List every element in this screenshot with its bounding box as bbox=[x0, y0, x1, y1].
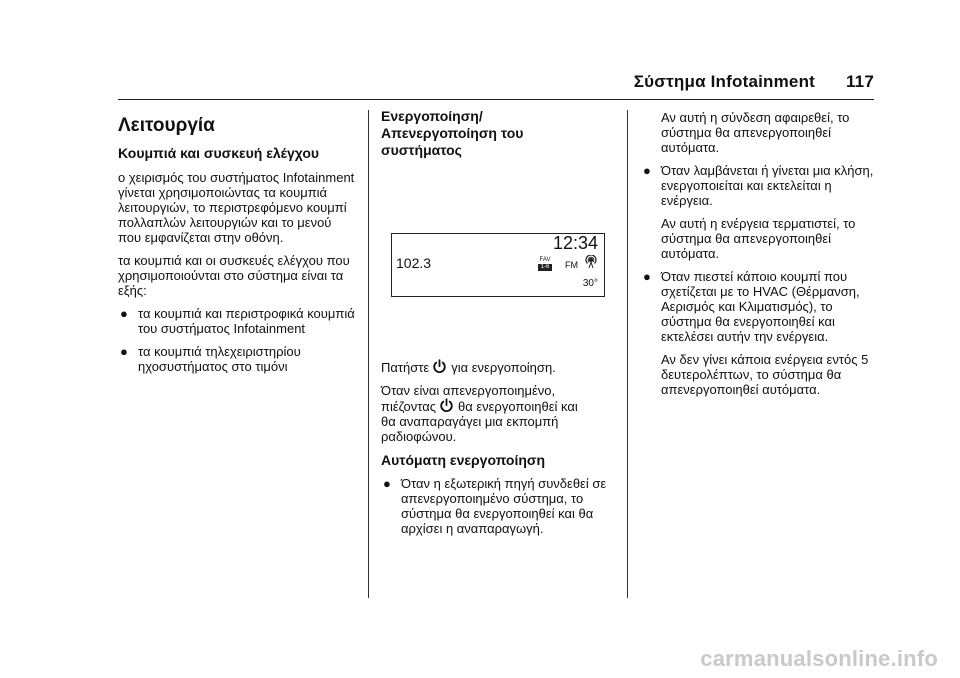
bullet-icon: ● bbox=[643, 163, 651, 178]
watermark: carmanualsonline.info bbox=[700, 646, 938, 671]
bullet-text: Όταν η εξωτερική πηγή συνδεθεί σε απενεργοποιημένο σύστημα, το σύστημα θα ενεργοποιηθεί και θα αρχίσει η αναπαραγωγή. bbox=[401, 476, 607, 536]
bullet-text: Όταν πιεστεί κάποιο κουμπί που σχετίζεται με το HVAC (Θέρμανση, Αερισμός και Κλιματισμός), το σύστημα θα ενεργοποιηθεί και εκτελέσει αυτήν την ενέργεια. bbox=[661, 269, 860, 344]
column-divider-2 bbox=[627, 110, 628, 598]
text: θα ενεργοποιηθεί και bbox=[457, 399, 578, 414]
text: Όταν είναι απενεργοποιημένο, bbox=[381, 383, 556, 398]
bullet-item bbox=[118, 306, 356, 336]
favorites-label: FAV bbox=[539, 257, 551, 263]
column-2 bbox=[381, 108, 621, 544]
paragraph: ο χειρισμός του συστήματος Infotainment γίνεται χρησιμοποιώντας τα κουμπιά λειτουργιών, το περιστρεφόμενο κουμπί πολλαπλών λειτουργιών και το μενού που εμφανίζεται στην οθόνη. bbox=[118, 170, 355, 245]
subsection-heading: Αυτόματη ενεργοποίηση bbox=[381, 452, 546, 468]
page-header bbox=[118, 72, 874, 96]
text: θα αναπαραγάγει μια εκπομπή ραδιοφώνου. bbox=[381, 414, 559, 444]
paragraph: Αν αυτή η ενέργεια τερματιστεί, το σύστημα θα απενεργοποιηθεί αυτόματα. bbox=[661, 216, 856, 261]
bullet-text: Όταν λαμβάνεται ή γίνεται μια κλήση, ενεργοποιείται και εκτελείται η ενέργεια. bbox=[661, 163, 874, 208]
header-divider bbox=[118, 99, 874, 100]
section-heading bbox=[381, 108, 621, 159]
radio-display-illustration bbox=[391, 233, 605, 297]
display-frequency: 102.3 bbox=[396, 255, 432, 271]
power-icon bbox=[439, 398, 454, 413]
text: πιέζοντας bbox=[381, 399, 436, 414]
bullet-item bbox=[118, 344, 356, 374]
paragraph: Αν δεν γίνει κάποια ενέργεια εντός 5 δευτερολέπτων, το σύστημα θα απενεργοποιηθεί αυτόματα. bbox=[661, 352, 869, 397]
bullet-icon: ● bbox=[643, 269, 651, 284]
text: για ενεργοποίηση. bbox=[451, 360, 556, 375]
bullet-item bbox=[641, 269, 881, 344]
text: Πατήστε bbox=[381, 360, 430, 375]
column-divider-1 bbox=[368, 110, 369, 598]
subsection-heading: Κουμπιά και συσκευή ελέγχου bbox=[118, 145, 320, 161]
column-3 bbox=[641, 110, 881, 405]
bullet-item bbox=[381, 476, 621, 536]
paragraph: τα κουμπιά και οι συσκευές ελέγχου που χρησιμοποιούνται στο σύστημα είναι τα εξής: bbox=[118, 253, 350, 298]
bullet-icon: ● bbox=[120, 344, 128, 359]
display-clock: 12:34 bbox=[552, 233, 598, 253]
column-1 bbox=[118, 108, 356, 382]
bullet-text: τα κουμπιά και περιστροφικά κουμπιά του συστήματος Infotainment bbox=[138, 306, 355, 336]
paragraph: Αν αυτή η σύνδεση αφαιρεθεί, το σύστημα θα απενεργοποιηθεί αυτόματα. bbox=[661, 110, 850, 155]
broadcast-signal-icon bbox=[584, 255, 598, 269]
favorites-page: 1-6 bbox=[538, 264, 552, 271]
page-number: 117 bbox=[845, 72, 874, 91]
section-heading: Λειτουργία bbox=[118, 115, 215, 136]
section-heading-line: Απενεργοποίηση του bbox=[381, 125, 524, 141]
section-heading-line: Ενεργοποίηση/ bbox=[381, 108, 483, 124]
bullet-item bbox=[641, 163, 881, 208]
bullet-icon: ● bbox=[120, 306, 128, 321]
display-band: FM bbox=[565, 260, 578, 270]
bullet-icon: ● bbox=[383, 476, 391, 491]
power-icon bbox=[432, 359, 447, 374]
section-heading-line: συστήματος bbox=[381, 142, 462, 158]
page-header-title: Σύστημα Infotainment bbox=[633, 72, 816, 91]
paragraph bbox=[381, 383, 621, 444]
paragraph bbox=[381, 359, 621, 375]
display-temperature: 30° bbox=[582, 278, 598, 289]
bullet-text: τα κουμπιά τηλεχειριστηρίου ηχοσυστήματος στο τιμόνι bbox=[138, 344, 301, 374]
favorites-indicator bbox=[538, 257, 552, 271]
